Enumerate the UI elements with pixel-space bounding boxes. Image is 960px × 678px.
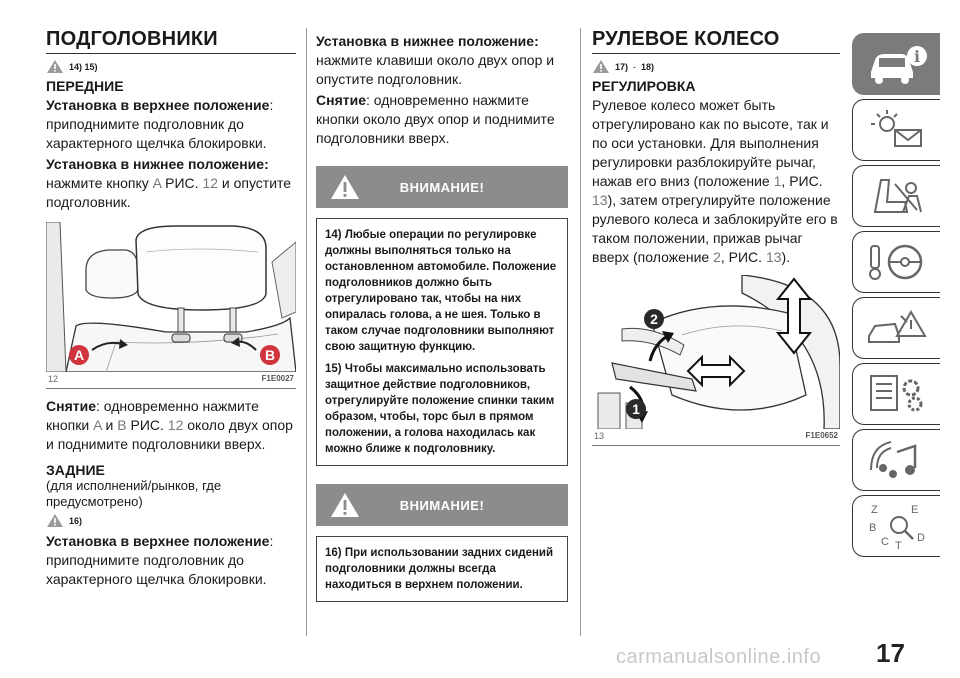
warning-lights-icon (865, 108, 929, 152)
warning-16: 16) При использовании задних сидений подголовники должны всегда находиться в верхнем положении. (325, 547, 554, 591)
column-warnings (316, 32, 568, 602)
paragraph-rear-remove: Снятие: одновременно нажмите кнопки около двух опор и поднимите подголовники вверх. (316, 92, 555, 146)
warning-triangle-icon (592, 59, 610, 74)
attention-label: ВНИМАНИЕ! (399, 179, 485, 195)
paragraph-rear-raise: Установка в верхнее положение: приподнимите подголовник до характерного щелчка блокировки. (46, 533, 274, 587)
warning-reference-rear: 16) (46, 513, 296, 528)
warning-triangle-icon (330, 492, 360, 518)
page-number: 17 (876, 638, 905, 668)
figure-number: 13 (594, 431, 605, 441)
tab-key-steering[interactable] (852, 231, 940, 293)
figure-code: F1E0652 (805, 431, 838, 440)
paragraph-remove: Снятие: одновременно нажмите кнопки A и B РИС. 12 около двух опор и поднимите подголовники вверх. (46, 398, 293, 452)
key-steering-icon (865, 240, 929, 284)
svg-text:E: E (910, 504, 918, 516)
warning-box-2 (316, 536, 568, 602)
attention-header-1 (316, 166, 568, 208)
column-steering-wheel (592, 28, 840, 446)
warning-ref-text: 14) 15) (69, 61, 98, 72)
car-info-icon (865, 42, 929, 86)
watermark: carmanualsonline.info (616, 646, 822, 668)
figure-label-a: A (73, 347, 85, 363)
subheading-adjust: РЕГУЛИРОВКА (592, 78, 696, 94)
svg-text:i: i (913, 47, 920, 66)
lower-title: Установка в нижнее положение: (46, 156, 269, 172)
index-icon (865, 501, 929, 551)
subheading-front: ПЕРЕДНИЕ (46, 78, 124, 94)
warning-15: 15) Чтобы максимально использовать защитное действие подголовников, отрегулируйте положение спинки таким образом, чтобы, торс был в прямом положении, а голова находилась как можно ближе к подголовнику. (325, 363, 555, 455)
tab-seat-airbag[interactable] (852, 165, 940, 227)
section-title-steering: РУЛЕВОЕ КОЛЕСО (592, 28, 840, 54)
raise-title: Установка в верхнее положение (46, 97, 270, 113)
svg-text:B: B (868, 522, 876, 534)
warning-reference-steering: 17) - 18) (592, 59, 840, 74)
warning-14: 14) Любые операции по регулировке должны выполняться только на остановленном автомобиле. Положение подголовников должно быть отрегулировано так, чтобы на них опиралась голова, а не шея. Только в таком случае подголовники выполняют свою защитную функцию. (325, 229, 557, 353)
paragraph-lower: Установка в нижнее положение: нажмите кнопку A РИС. 12 и опустите подголовник. (46, 156, 292, 210)
raise-text: приподнимите подголовник до характерного щелчка блокировки. (46, 116, 267, 151)
figure-13 (592, 275, 840, 446)
figure-caption-12 (46, 372, 296, 388)
tab-multimedia[interactable] (852, 429, 940, 491)
svg-text:C: C (880, 536, 889, 548)
warning-triangle-icon (46, 59, 64, 74)
steering-column-illustration (592, 275, 840, 429)
tab-accident[interactable] (852, 297, 940, 359)
figure-label-b: B (264, 347, 276, 363)
attention-header-2 (316, 484, 568, 526)
button-ref-a: A (152, 175, 162, 191)
accident-icon (865, 306, 929, 350)
warning-triangle-icon (330, 174, 360, 200)
svg-text:D: D (916, 532, 925, 544)
remove-title: Снятие (46, 398, 96, 414)
paragraph-adjust: Рулевое колесо может быть отрегулировано как по высоте, так и по оси установки. Для выполнения регулировки разблокируйте рычаг, нажав его вниз (положение 1, РИС. 13), затем отрегулируйте положение рулевого колеса и заблокируйте его в таком положении, прижав рычаг вверх (положение 2, РИС. 13). (592, 97, 838, 265)
rear-note: (для исполнений/рынков, где предусмотрено) (46, 478, 222, 509)
tab-maintenance[interactable] (852, 363, 940, 425)
warning-triangle-icon (46, 513, 64, 528)
tab-index[interactable] (852, 495, 940, 557)
figure-label-2: 2 (650, 311, 658, 327)
chapter-tabs (852, 33, 940, 561)
maintenance-icon (865, 372, 929, 416)
attention-label: ВНИМАНИЕ! (399, 497, 485, 513)
figure-caption-13 (592, 429, 840, 445)
paragraph-raise: Установка в верхнее положение: приподнимите подголовник до характерного щелчка блокировки. (46, 97, 274, 151)
multimedia-icon (865, 438, 929, 482)
figure-number: 12 (48, 374, 59, 384)
paragraph-rear-lower: Установка в нижнее положение: нажмите клавиши около двух опор и опустите подголовник. (316, 33, 555, 87)
column-headrests (46, 28, 296, 591)
fig-ref: 12 (202, 175, 218, 191)
tab-car-info[interactable] (852, 33, 940, 95)
column-divider-1 (306, 28, 307, 636)
figure-code: F1E0027 (261, 374, 294, 383)
seat-airbag-icon (865, 174, 929, 218)
figure-label-1: 1 (632, 401, 640, 417)
warning-box-1 (316, 218, 568, 466)
svg-text:T: T (894, 540, 902, 551)
tab-warning-lights[interactable] (852, 99, 940, 161)
figure-12 (46, 222, 296, 389)
column-divider-2 (580, 28, 581, 636)
warning-reference (46, 59, 296, 74)
svg-text:Z: Z (870, 504, 878, 516)
subheading-rear: ЗАДНИЕ (46, 462, 105, 478)
headrest-illustration (46, 222, 296, 372)
section-title-headrests: ПОДГОЛОВНИКИ (46, 28, 296, 54)
